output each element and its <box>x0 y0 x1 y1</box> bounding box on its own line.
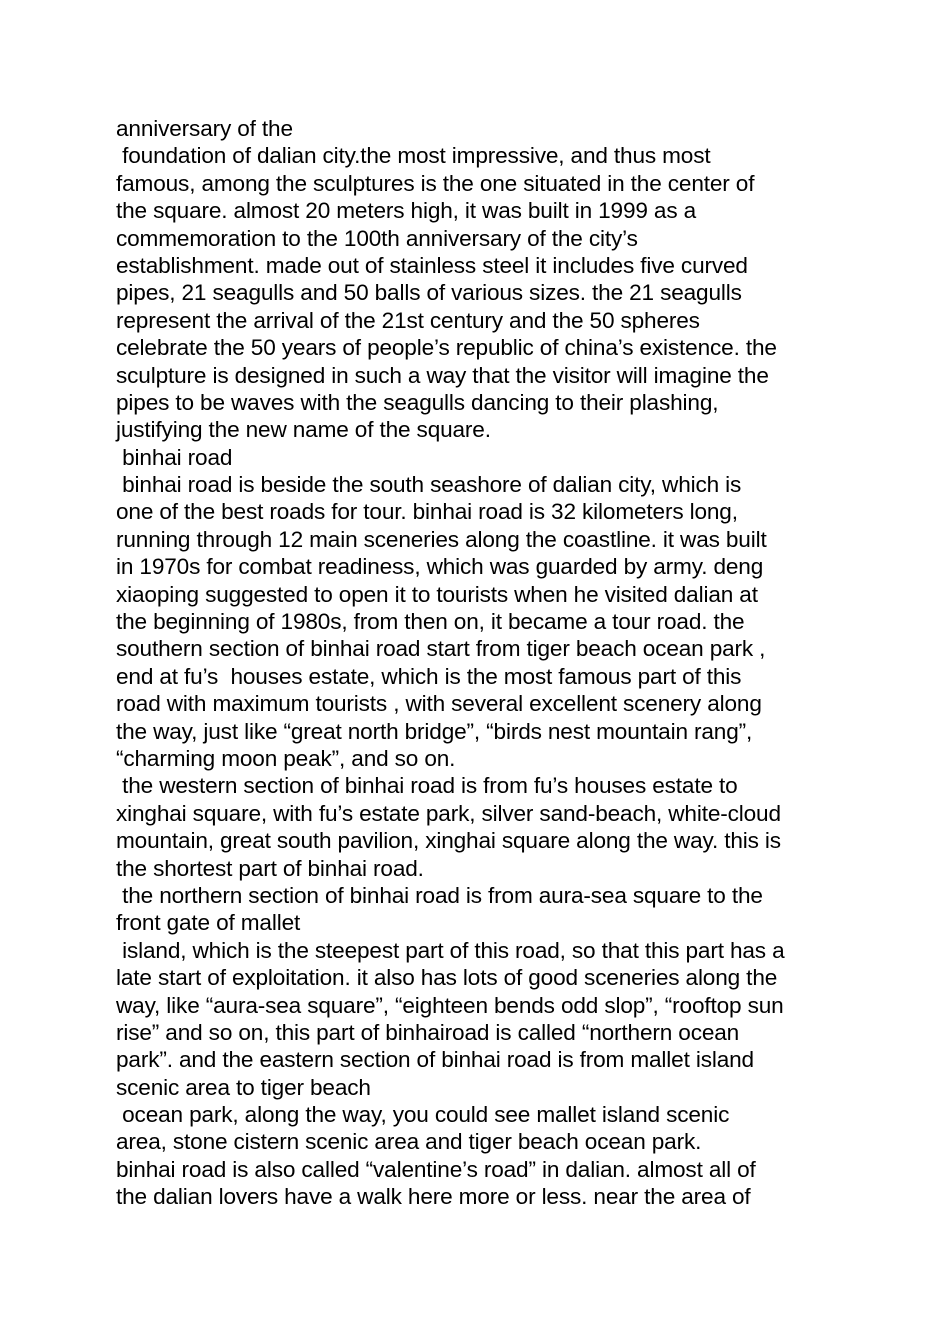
text-line: the beginning of 1980s, from then on, it became a tour road. the <box>116 609 745 635</box>
text-line: the way, just like “great north bridge”, “birds nest mountain rang”, <box>116 718 753 744</box>
text-line: anniversary of the <box>116 116 293 141</box>
text-line: commemoration to the 100th anniversary of the city’s <box>116 225 638 251</box>
text-line: end at fu’s houses estate, which is the most famous part of this <box>116 663 742 689</box>
text-line: justifying the new name of the square. <box>116 417 491 443</box>
text-line: pipes to be waves with the seagulls dancing to their plashing, <box>116 389 719 415</box>
text-line: running through 12 main sceneries along the coastline. it was built <box>116 526 767 552</box>
text-line: front gate of mallet <box>116 910 301 936</box>
text-line: xinghai square, with fu’s estate park, silver sand-beach, white-cloud <box>116 800 781 826</box>
text-line: park”. and the eastern section of binhai road is from mallet island <box>116 1047 754 1073</box>
text-line: the northern section of binhai road is from aura-sea square to the <box>116 882 763 908</box>
text-line: celebrate the 50 years of people’s republic of china’s existence. the <box>116 335 777 361</box>
text-line: scenic area to tiger beach <box>116 1074 371 1100</box>
text-line: road with maximum tourists , with several excellent scenery along <box>116 691 762 717</box>
text-line: mountain, great south pavilion, xinghai square along the way. this is <box>116 828 781 854</box>
text-line: the shortest part of binhai road. <box>116 855 424 881</box>
text-line: in 1970s for combat readiness, which was guarded by army. deng <box>116 554 764 580</box>
text-line: “charming moon peak”, and so on. <box>116 745 456 771</box>
text-line: rise” and so on, this part of binhairoad is called “northern ocean <box>116 1019 740 1045</box>
text-line: xiaoping suggested to open it to tourists when he visited dalian at <box>116 581 758 607</box>
document-body <box>116 115 846 1211</box>
text-line: the square. almost 20 meters high, it was built in 1999 as a <box>116 198 697 224</box>
text-line: island, which is the steepest part of this road, so that this part has a <box>116 937 785 963</box>
text-line: ocean park, along the way, you could see mallet island scenic <box>116 1102 730 1128</box>
text-line: represent the arrival of the 21st century and the 50 spheres <box>116 307 700 333</box>
text-line: southern section of binhai road start from tiger beach ocean park , <box>116 636 766 662</box>
text-line: binhai road is beside the south seashore of dalian city, which is <box>116 472 742 498</box>
text-line: sculpture is designed in such a way that the visitor will imagine the <box>116 362 769 388</box>
text-line: one of the best roads for tour. binhai road is 32 kilometers long, <box>116 499 738 525</box>
text-line: pipes, 21 seagulls and 50 balls of various sizes. the 21 seagulls <box>116 280 742 306</box>
text-line: area, stone cistern scenic area and tiger beach ocean park. <box>116 1129 702 1155</box>
section-heading: binhai road <box>116 444 233 470</box>
text-line: the dalian lovers have a walk here more or less. near the area of <box>116 1184 751 1210</box>
text-line: famous, among the sculptures is the one situated in the center of <box>116 170 755 196</box>
text-line: foundation of dalian city.the most impressive, and thus most <box>116 143 711 169</box>
text-line: late start of exploitation. it also has lots of good sceneries along the <box>116 965 778 991</box>
text-line: binhai road is also called “valentine’s road” in dalian. almost all of <box>116 1156 756 1182</box>
text-line: way, like “aura-sea square”, “eighteen bends odd slop”, “rooftop sun <box>116 992 784 1018</box>
text-line: the western section of binhai road is from fu’s houses estate to <box>116 773 738 799</box>
text-line: establishment. made out of stainless steel it includes five curved <box>116 252 748 278</box>
